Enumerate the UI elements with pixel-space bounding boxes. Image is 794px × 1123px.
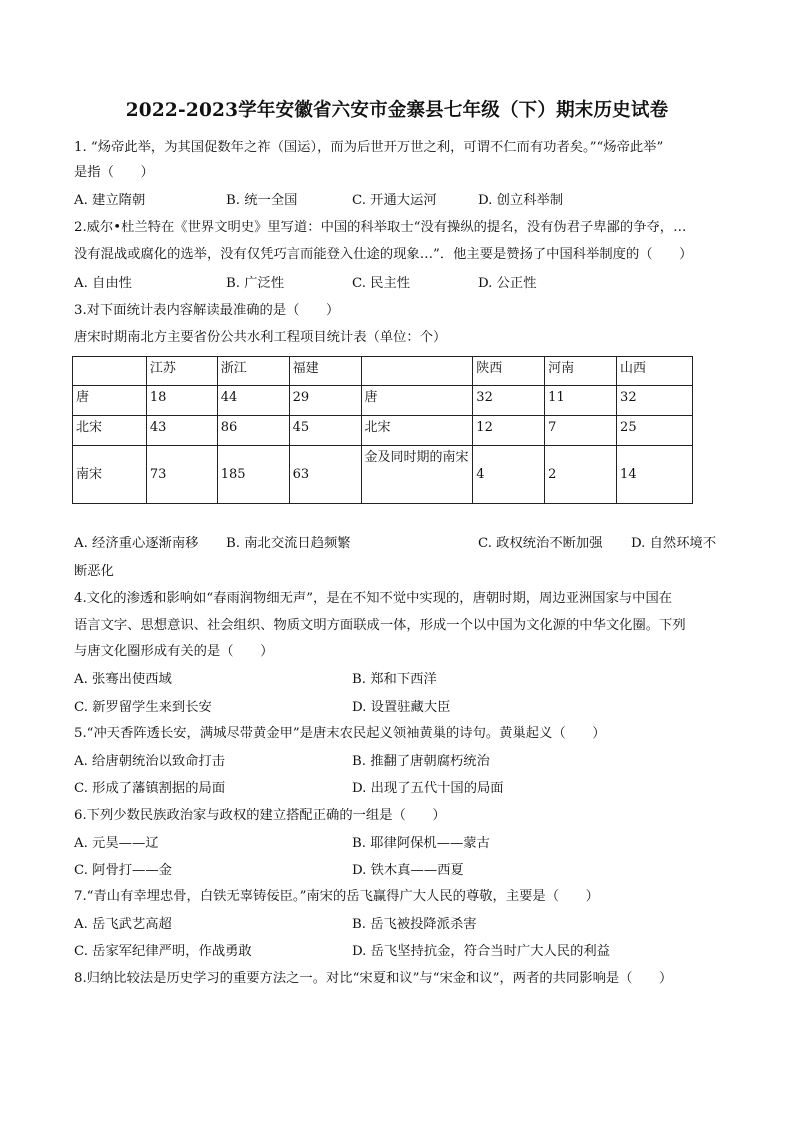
table-cell: 14 bbox=[617, 446, 693, 504]
table-cell: 25 bbox=[617, 416, 693, 446]
q8-stem-line1: 8.归纳比较法是历史学习的重要方法之一。对比“宋夏和议”与“宋金和议”，两者的共同影响是（ ） bbox=[74, 971, 673, 986]
table-cell: 北宋 bbox=[361, 416, 473, 446]
table-cell: 2 bbox=[545, 446, 617, 504]
q4-option-b[interactable]: B. 郑和下西洋 bbox=[352, 672, 437, 687]
q1-option-b[interactable]: B. 统一全国 bbox=[226, 193, 298, 208]
table-cell: 北宋 bbox=[73, 416, 147, 446]
q4-option-d[interactable]: D. 设置驻藏大臣 bbox=[352, 700, 451, 715]
table-header-cell: 山西 bbox=[617, 357, 693, 386]
table-header-cell: 陕西 bbox=[473, 357, 545, 386]
table-header-cell: 河南 bbox=[545, 357, 617, 386]
q7-stem-line1: 7.“青山有幸埋忠骨，白铁无辜铸佞臣。”南宋的岳飞赢得广大人民的尊敬，主要是（ ） bbox=[74, 889, 599, 904]
table-cell: 63 bbox=[289, 446, 361, 504]
exam-title: 2022-2023学年安徽省六安市金寨县七年级（下）期末历史试卷 bbox=[125, 100, 669, 121]
q6-stem-line1: 6.下列少数民族政治家与政权的建立搭配正确的一组是（ ） bbox=[74, 808, 446, 823]
q1-option-d[interactable]: D. 创立科举制 bbox=[478, 193, 564, 208]
table-cell: 唐 bbox=[361, 386, 473, 416]
q1-stem-line1: 1. “炀帝此举，为其国促数年之祚（国运），而为后世开万世之利，可谓不仁而有功者矣。”“炀帝此举” bbox=[74, 140, 664, 155]
q5-option-a[interactable]: A. 给唐朝统治以致命打击 bbox=[74, 754, 226, 769]
q4-option-c[interactable]: C. 新罗留学生来到长安 bbox=[74, 700, 212, 715]
table-row bbox=[73, 446, 693, 504]
q4-stem-line3: 与唐文化圈形成有关的是（ ） bbox=[74, 644, 274, 659]
q1-stem-line2: 是指（ ） bbox=[74, 165, 154, 180]
q5-option-c[interactable]: C. 形成了藩镇割据的局面 bbox=[74, 781, 226, 796]
q6-option-d[interactable]: D. 铁木真——西夏 bbox=[352, 863, 464, 878]
table-cell: 45 bbox=[289, 416, 361, 446]
q3-option-d-wrap: 断恶化 bbox=[74, 564, 114, 579]
q1-option-a[interactable]: A. 建立隋朝 bbox=[74, 193, 146, 208]
table-cell: 11 bbox=[545, 386, 617, 416]
q2-stem-line1: 2.威尔•杜兰特在《世界文明史》里写道：中国的科举取士“没有操纵的提名，没有伪君子卑鄙的争夺，… bbox=[74, 220, 687, 235]
table-cell: 185 bbox=[217, 446, 289, 504]
table-header-cell: 江苏 bbox=[146, 357, 217, 386]
table-cell: 7 bbox=[545, 416, 617, 446]
q2-option-d[interactable]: D. 公正性 bbox=[478, 276, 537, 291]
table-cell: 4 bbox=[473, 446, 545, 504]
q2-option-b[interactable]: B. 广泛性 bbox=[226, 276, 285, 291]
q2-stem-line2: 没有混战或腐化的选举，没有仅凭巧言而能登入仕途的现象…”．他主要是赞扬了中国科举制度的（ ） bbox=[74, 247, 693, 262]
table-cell: 32 bbox=[617, 386, 693, 416]
q5-option-b[interactable]: B. 推翻了唐朝腐朽统治 bbox=[352, 754, 490, 769]
q7-option-a[interactable]: A. 岳飞武艺高超 bbox=[74, 917, 172, 932]
q5-stem-line1: 5.“冲天香阵透长安，满城尽带黄金甲”是唐末农民起义领袖黄巢的诗句。黄巢起义（ ） bbox=[74, 726, 606, 741]
table-cell: 73 bbox=[146, 446, 217, 504]
table-header-cell bbox=[361, 357, 473, 386]
table-header-cell bbox=[73, 357, 147, 386]
q3-stem-line1: 3.对下面统计表内容解读最准确的是（ ） bbox=[74, 303, 340, 318]
q7-option-c[interactable]: C. 岳家军纪律严明，作战勇敢 bbox=[74, 944, 252, 959]
table-header-row bbox=[73, 357, 693, 386]
table-cell: 44 bbox=[217, 386, 289, 416]
q3-option-c[interactable]: C. 政权统治不断加强 bbox=[478, 536, 603, 551]
q3-table-caption: 唐宋时期南北方主要省份公共水利工程项目统计表（单位：个） bbox=[74, 330, 447, 345]
q4-stem-line2: 语言文字、思想意识、社会组织、物质文明方面联成一体，形成一个以中国为文化源的中华文化圈。下列 bbox=[74, 618, 686, 633]
table-cell: 18 bbox=[146, 386, 217, 416]
q7-option-b[interactable]: B. 岳飞被投降派杀害 bbox=[352, 917, 477, 932]
table-cell: 43 bbox=[146, 416, 217, 446]
irrigation-table bbox=[72, 356, 693, 504]
q5-option-d[interactable]: D. 出现了五代十国的局面 bbox=[352, 781, 504, 796]
q6-option-b[interactable]: B. 耶律阿保机——蒙古 bbox=[352, 836, 490, 851]
q1-option-c[interactable]: C. 开通大运河 bbox=[352, 193, 437, 208]
table-row bbox=[73, 386, 693, 416]
table-cell: 29 bbox=[289, 386, 361, 416]
table-cell: 86 bbox=[217, 416, 289, 446]
q4-stem-line1: 4.文化的渗透和影响如“春雨润物细无声”，是在不知不觉中实现的，唐朝时期，周边亚洲国家与中国在 bbox=[74, 591, 673, 606]
q7-option-d[interactable]: D. 岳飞坚持抗金，符合当时广大人民的利益 bbox=[352, 944, 610, 959]
q2-option-c[interactable]: C. 民主性 bbox=[352, 276, 411, 291]
table-cell: 唐 bbox=[73, 386, 147, 416]
q6-option-a[interactable]: A. 元昊——辽 bbox=[74, 836, 159, 851]
table-cell: 32 bbox=[473, 386, 545, 416]
q6-option-c[interactable]: C. 阿骨打——金 bbox=[74, 863, 172, 878]
q3-option-a[interactable]: A. 经济重心逐渐南移 bbox=[74, 536, 199, 551]
table-cell: 金及同时期的南宋 bbox=[361, 446, 473, 504]
table-cell: 南宋 bbox=[73, 446, 147, 504]
q3-option-b[interactable]: B. 南北交流日趋频繁 bbox=[226, 536, 351, 551]
table-header-cell: 浙江 bbox=[217, 357, 289, 386]
table-cell: 12 bbox=[473, 416, 545, 446]
q2-option-a[interactable]: A. 自由性 bbox=[74, 276, 132, 291]
table-header-cell: 福建 bbox=[289, 357, 361, 386]
q3-option-d[interactable]: D. 自然环境不 bbox=[631, 536, 717, 551]
q4-option-a[interactable]: A. 张骞出使西域 bbox=[74, 672, 172, 687]
table-row bbox=[73, 416, 693, 446]
